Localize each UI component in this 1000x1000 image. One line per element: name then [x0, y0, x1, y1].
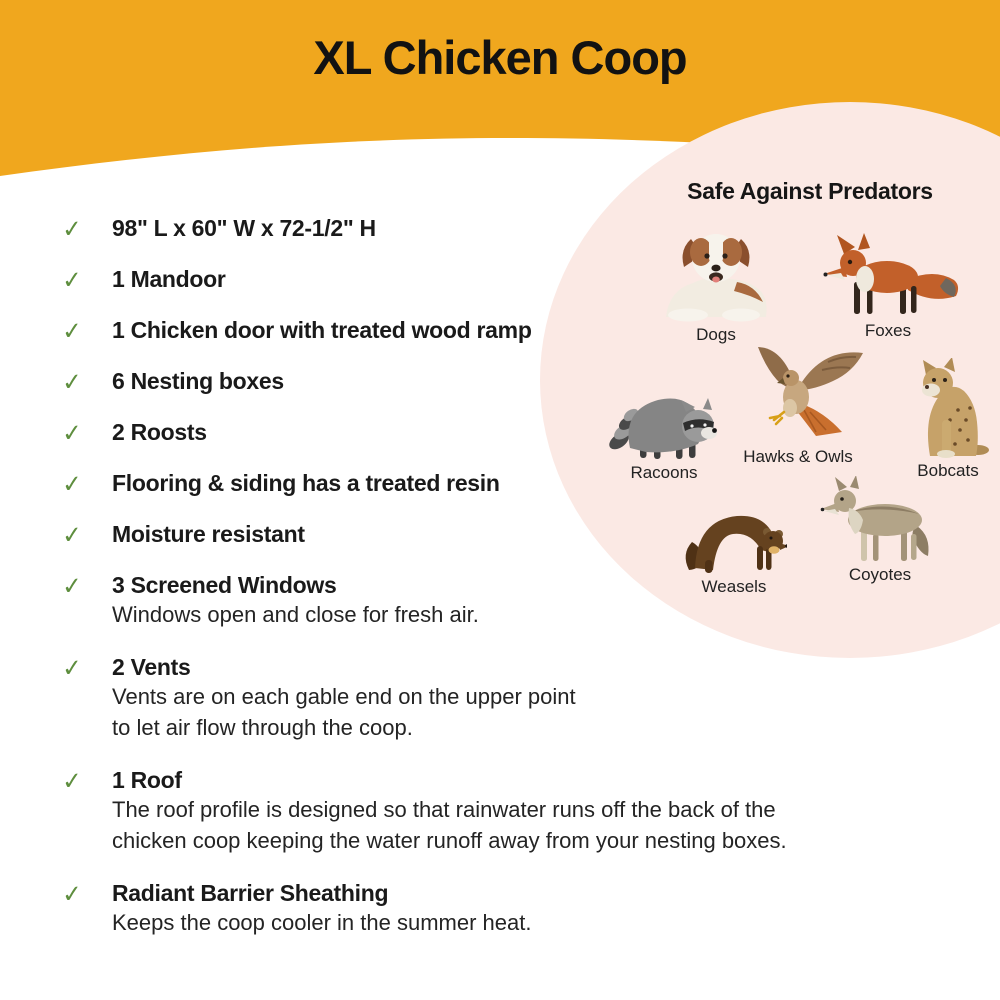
feature-text: 3 Screened Windows	[112, 572, 337, 598]
feature-item	[62, 571, 962, 630]
feature-body	[112, 520, 962, 548]
feature-body	[112, 653, 962, 743]
feature-desc	[112, 681, 962, 743]
check-icon: ✓	[61, 316, 84, 346]
feature-description-line: Keeps the coop cooler in the summer heat.	[112, 910, 532, 935]
check-icon: ✓	[61, 520, 84, 550]
feature-item	[62, 214, 962, 242]
predators-heading: Safe Against Predators	[687, 178, 933, 204]
feature-body	[112, 265, 962, 293]
feature-description-line: to let air flow through the coop.	[112, 715, 413, 740]
check-icon: ✓	[61, 265, 84, 295]
page-title: XL Chicken Coop	[313, 31, 687, 84]
predator-label: Racoons	[630, 463, 698, 482]
check-icon: ✓	[61, 766, 84, 796]
feature-description-line: The roof profile is designed so that rainwater runs off the back of the	[112, 797, 776, 822]
feature-body	[112, 469, 962, 497]
feature-text: 2 Vents	[112, 654, 191, 680]
feature-desc	[112, 599, 962, 630]
feature-item	[62, 418, 962, 446]
feature-item	[62, 879, 962, 938]
feature-description-line: Vents are on each gable end on the upper point	[112, 684, 576, 709]
feature-list	[62, 214, 962, 961]
feature-item	[62, 316, 962, 344]
feature-item	[62, 766, 962, 856]
feature-body	[112, 316, 962, 344]
check-icon: ✓	[61, 214, 84, 244]
predator-label: Coyotes	[848, 565, 912, 584]
predator-label: Dogs	[696, 325, 736, 344]
predator-label: Foxes	[864, 321, 912, 340]
feature-item	[62, 367, 962, 395]
check-icon: ✓	[61, 879, 84, 909]
feature-body	[112, 367, 962, 395]
feature-item	[62, 653, 962, 743]
feature-text: 1 Mandoor	[112, 266, 226, 292]
check-icon: ✓	[61, 418, 84, 448]
feature-text: Radiant Barrier Sheathing	[112, 880, 389, 906]
feature-body	[112, 879, 962, 938]
feature-body	[112, 571, 962, 630]
feature-body	[112, 214, 962, 242]
feature-body	[112, 418, 962, 446]
predator-label: Bobcats	[917, 461, 979, 480]
feature-item	[62, 265, 962, 293]
feature-description-line: Windows open and close for fresh air.	[112, 602, 479, 627]
predator-label: Hawks & Owls	[743, 447, 853, 466]
feature-text: 98" L x 60" W x 72-1/2" H	[112, 215, 376, 241]
check-icon: ✓	[61, 571, 84, 601]
feature-text: 1 Chicken door with treated wood ramp	[112, 317, 532, 343]
feature-text: Moisture resistant	[112, 521, 305, 547]
feature-item	[62, 469, 962, 497]
feature-body	[112, 766, 962, 856]
feature-text: 2 Roosts	[112, 419, 207, 445]
feature-item	[62, 520, 962, 548]
feature-description-line: chicken coop keeping the water runoff away from your nesting boxes.	[112, 828, 787, 853]
feature-text: 6 Nesting boxes	[112, 368, 284, 394]
check-icon: ✓	[61, 367, 84, 397]
predator-label: Weasels	[701, 577, 767, 596]
feature-text: Flooring & siding has a treated resin	[112, 470, 500, 496]
feature-text: 1 Roof	[112, 767, 182, 793]
feature-desc	[112, 907, 962, 938]
check-icon: ✓	[61, 469, 84, 499]
feature-desc	[112, 794, 962, 856]
check-icon: ✓	[61, 653, 84, 683]
